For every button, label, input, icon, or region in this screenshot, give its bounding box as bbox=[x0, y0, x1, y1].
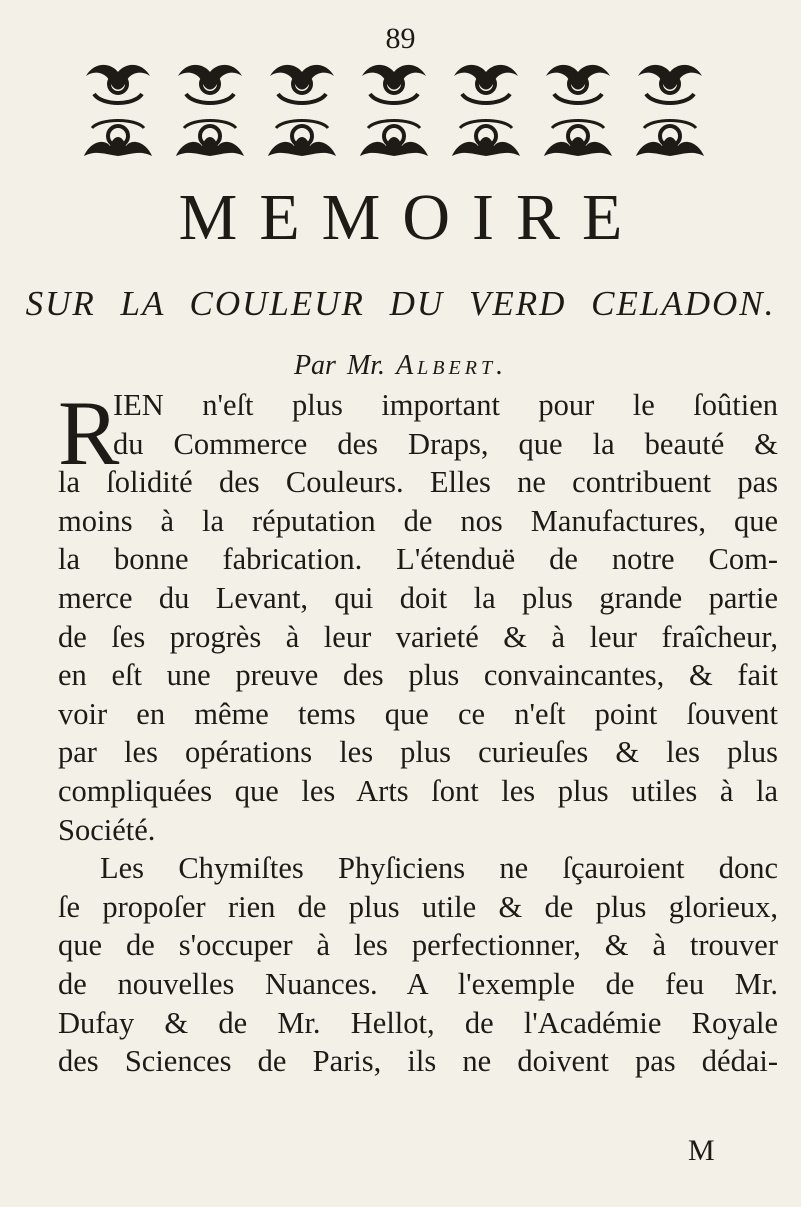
catchword: M bbox=[688, 1134, 715, 1167]
text-line: ſe propoſer rien de plus utile & de plus glorieux, bbox=[58, 889, 778, 924]
text-line: de ſes progrès à leur varieté & à leur fraîcheur, bbox=[58, 619, 778, 654]
fleuron-row-bottom bbox=[84, 121, 704, 157]
text-line: par les opérations les plus curieuſes & les plus bbox=[58, 735, 778, 770]
text-line: compliquées que les Arts ſont les plus utiles à la bbox=[58, 773, 778, 808]
drop-cap: R bbox=[58, 382, 120, 484]
text-line: des Sciences de Paris, ils ne doivent pas dédai- bbox=[58, 1044, 778, 1079]
text-line: IEN n'eſt plus important pour le ſoûtien bbox=[113, 388, 778, 422]
subtitle: SUR LA COULEUR DU VERD CELADON. bbox=[25, 284, 776, 323]
ornament-band bbox=[80, 58, 720, 168]
text-line: la ſolidité des Couleurs. Elles ne contribuent pas bbox=[58, 465, 778, 500]
text-line: Les Chymiſtes Phyſiciens ne ſçauroient donc bbox=[100, 851, 778, 886]
page-title: MEMOIRE bbox=[178, 181, 645, 254]
author-name: Albert. bbox=[396, 350, 508, 381]
text-line: moins à la réputation de nos Manufactures, que bbox=[58, 503, 778, 538]
text-line: Dufay & de Mr. Hellot, de l'Académie Royale bbox=[58, 1005, 778, 1040]
text-line: en eſt une preuve des plus convaincantes, & fait bbox=[58, 658, 778, 693]
text-line: de nouvelles Nuances. A l'exemple de feu Mr. bbox=[58, 966, 778, 1001]
body-text bbox=[58, 382, 778, 1081]
text-line: que de s'occuper à les perfectionner, & à trouver bbox=[58, 928, 778, 963]
text-line: merce du Levant, qui doit la plus grande partie bbox=[58, 580, 778, 615]
text-line: du Commerce des Draps, que la beauté & bbox=[113, 426, 778, 461]
text-line: Société. bbox=[58, 812, 156, 847]
text-line: voir en même tems que ce n'eſt point ſouvent bbox=[58, 696, 778, 731]
author-line bbox=[0, 350, 801, 382]
text-line: la bonne fabrication. L'étenduë de notre Com- bbox=[58, 542, 778, 577]
author-prefix: Par Mr. bbox=[293, 350, 386, 381]
page-number: 89 bbox=[385, 22, 416, 55]
fleuron-row-top bbox=[86, 65, 702, 103]
